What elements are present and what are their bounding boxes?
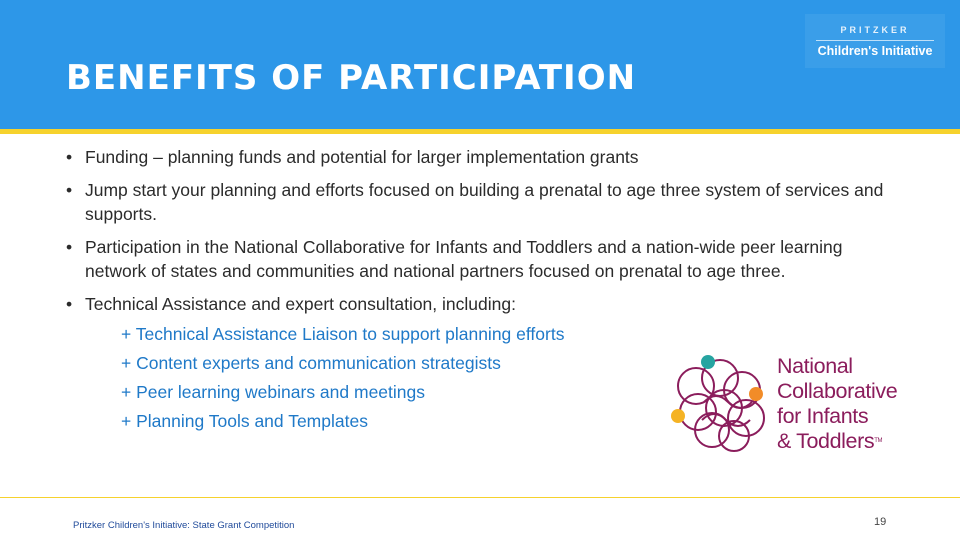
yellow-dot [671,409,685,423]
bullet-marker: • [66,294,73,314]
teal-dot [701,355,715,369]
bullet-text: Technical Assistance and expert consultation, including: [85,294,516,314]
bullet-text: Participation in the National Collaborative for Infants and Toddlers and a nation-wide peer learning network of states and communities and national partners focused on prenatal to age three. [85,237,843,281]
logo-ring [680,394,716,430]
bullet-marker: • [66,147,73,167]
sub-item: + Content experts and communication strategists [121,353,501,373]
footer-caption: Pritzker Children's Initiative: State Grant Competition [73,520,295,531]
ncit-logo-text [777,354,897,454]
ncit-line: & Toddlers [777,429,875,453]
header-stripe [0,129,960,134]
bullet-item-jump-start [66,178,896,226]
logo-ring [704,396,752,408]
page-number: 19 [874,516,887,528]
logo-bottom-text: Children's Initiative [817,44,933,58]
sub-item: + Peer learning webinars and meetings [121,382,426,402]
bullet-marker: • [66,237,73,257]
bullet-text: Funding – planning funds and potential for larger implementation grants [85,147,639,167]
footer-divider [0,497,960,498]
pritzker-logo [805,14,945,68]
sub-item: + Planning Tools and Templates [121,411,368,431]
logo-rule [816,40,934,41]
ncit-line: for Infants [777,404,869,428]
orange-dot [749,387,763,401]
logo-top-text: PRITZKER [840,25,910,35]
trademark: TM [874,438,883,444]
ncit-line: Collaborative [777,379,898,403]
sub-item: + Technical Assistance Liaison to support planning efforts [121,324,565,344]
slide-title: BENEFITS OF PARTICIPATION [66,58,637,98]
bullet-item-funding [66,145,896,169]
bullet-marker: • [66,180,73,200]
bullet-text: Jump start your planning and efforts focused on building a prenatal to age three system of services and supports. [85,180,884,224]
ncit-line: National [777,354,853,378]
bullet-item-participation [66,235,896,283]
ncit-line-last [777,429,897,454]
